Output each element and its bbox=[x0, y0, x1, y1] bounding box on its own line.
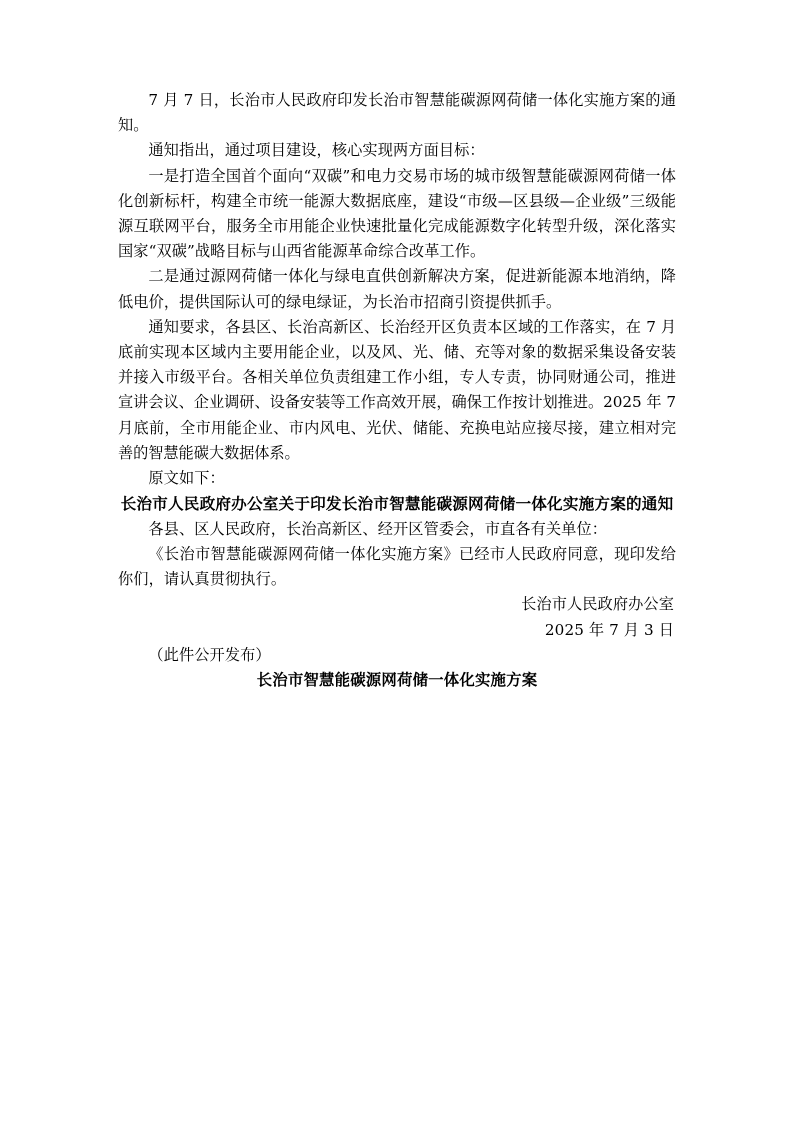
notice-issuer: 长治市人民政府办公室 bbox=[521, 595, 674, 614]
intro-paragraph: 7 月 7 日，长治市人民政府印发长治市智慧能碳源网荷储一体化实施方案的通知。 bbox=[118, 91, 676, 135]
requirements-paragraph: 通知要求，各县区、长治高新区、长治经开区负责本区域的工作落实，在 7 月底前实现本区域内主要用能企业，以及风、光、储、充等对象的数据采集设备安装并接入市级平台。各相关单位负责组建工作小组，专人专责，协同财通公司，推进宣讲会议、企业调研、设备安装等工作高效开展，确保工作按计划推进。2025 年 7 月底前，全市用能企业、市内风电、光伏、储能、充换电站应接尽接，建立相对完善的智慧能碳大数据体系。 bbox=[118, 317, 676, 462]
document-body bbox=[118, 88, 676, 693]
original-text-lead: 原文如下： bbox=[148, 469, 225, 488]
official-notice-title: 长治市人民政府办公室关于印发长治市智慧能碳源网荷储一体化实施方案的通知 bbox=[120, 494, 674, 514]
notice-recipients: 各县、区人民政府，长治高新区、经开区管委会，市直各有关单位： bbox=[148, 519, 608, 538]
publication-note: （此件公开发布） bbox=[148, 645, 271, 664]
goal-two-paragraph: 二是通过源网荷储一体化与绿电直供创新解决方案，促进新能源本地消纳，降低电价，提供国际认可的绿电绿证，为长治市招商引资提供抓手。 bbox=[118, 267, 676, 311]
goal-one-paragraph: 一是打造全国首个面向“双碳”和电力交易市场的城市级智慧能碳源网荷储一体化创新标杆，构建全市统一能源大数据底座，建设“市级—区县级—企业级”三级能源互联网平台，服务全市用能企业快速批量化完成能源数字化转型升级，深化落实国家“双碳”战略目标与山西省能源革命综合改革工作。 bbox=[118, 166, 676, 261]
attachment-title: 长治市智慧能碳源网荷储一体化实施方案 bbox=[256, 670, 538, 689]
notice-body-paragraph: 《长治市智慧能碳源网荷储一体化实施方案》已经市人民政府同意，现印发给你们，请认真贯彻执行。 bbox=[118, 544, 676, 589]
notice-points-lead-paragraph: 通知指出，通过项目建设，核心实现两方面目标： bbox=[148, 141, 485, 160]
notice-date: 2025 年 7 月 3 日 bbox=[544, 620, 674, 639]
